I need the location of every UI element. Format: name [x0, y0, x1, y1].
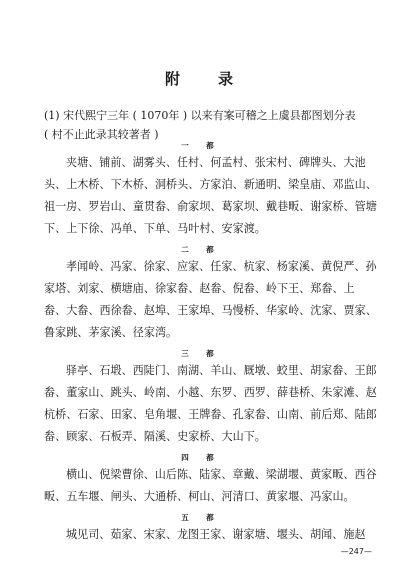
- text-line: 畚、大畚、西徐畚、赵埠、王家埠、马慢桥、华家岭、沈家、贾家、: [44, 304, 377, 317]
- section-body: [44, 360, 377, 448]
- text-line: 祖一房、罗岩山、童贯畚、俞家坝、葛家坝、戴巷畈、谢家桥、管塘: [44, 200, 377, 213]
- table-intro: [44, 106, 374, 144]
- text-line: 畚、董家山、跳头、岭南、小越、东罗、西罗、薛巷桥、朱家滩、赵: [44, 386, 377, 399]
- text-line: 畈、五车堰、闸头、大通桥、柯山、河清口、黄家堰、冯家山。: [44, 490, 355, 503]
- intro-line: ( 村不止此录其较著者 ): [44, 128, 159, 141]
- page-title-char-2: 录: [218, 70, 236, 88]
- intro-line: (1) 宋代熙宁三年 ( 1070年 ) 以来有案可稽之上虞县都图划分表: [44, 109, 356, 122]
- text-line: 头、上木桥、下木桥、洞桥头、方家泊、新通明、梁皇庙、邓监山、: [44, 178, 377, 191]
- section-body: [44, 524, 366, 546]
- text-line: 家塔、刘家、横塘庙、徐家畚、赵畚、倪畚、岭下王、郑畚、上: [44, 282, 355, 295]
- section-heading: 一 都: [181, 141, 219, 150]
- section-heading: 五 都: [181, 513, 219, 522]
- text-line: 杭桥、石家、田家、皂角堰、王牌畚、孔家畚、山南、前后郑、陆郎: [44, 408, 377, 421]
- text-line: 横山、倪梁曹徐、山后陈、陆家、章戴、梁湖堰、黄家畈、西谷: [66, 468, 377, 481]
- section-body: [44, 256, 377, 344]
- section-body: [44, 464, 377, 508]
- section-heading: 三 都: [181, 349, 219, 358]
- page-title-char-1: 附: [164, 70, 182, 88]
- page-number: —247—: [340, 547, 372, 556]
- section-heading: 四 都: [181, 453, 219, 462]
- text-line: 孝闻岭、冯家、徐家、应家、任家、杭家、杨家溪、黄倪严、孙: [66, 260, 377, 273]
- section-body: [44, 152, 377, 240]
- section-heading: 二 都: [181, 245, 219, 254]
- text-line: 城见司、茹家、宋家、龙图王家、谢家塘、堰头、胡闻、施赵: [66, 528, 366, 541]
- text-line: 畚、顾家、石板弄、隔溪、史家桥、大山下。: [44, 430, 266, 443]
- text-line: 夹塘、铺前、湖雾头、任村、何孟村、张宋村、碑牌头、大池: [66, 156, 366, 169]
- text-line: 鲁家跳、茅家溪、径家湾。: [44, 326, 178, 339]
- page-title: [0, 68, 400, 89]
- text-line: 下、上下徐、冯单、下单、马叶村、安家渡。: [44, 222, 266, 235]
- text-line: 驿亭、石塅、西陡门、南湖、羊山、厩墩、蛟里、胡家畚、王郎: [66, 364, 377, 377]
